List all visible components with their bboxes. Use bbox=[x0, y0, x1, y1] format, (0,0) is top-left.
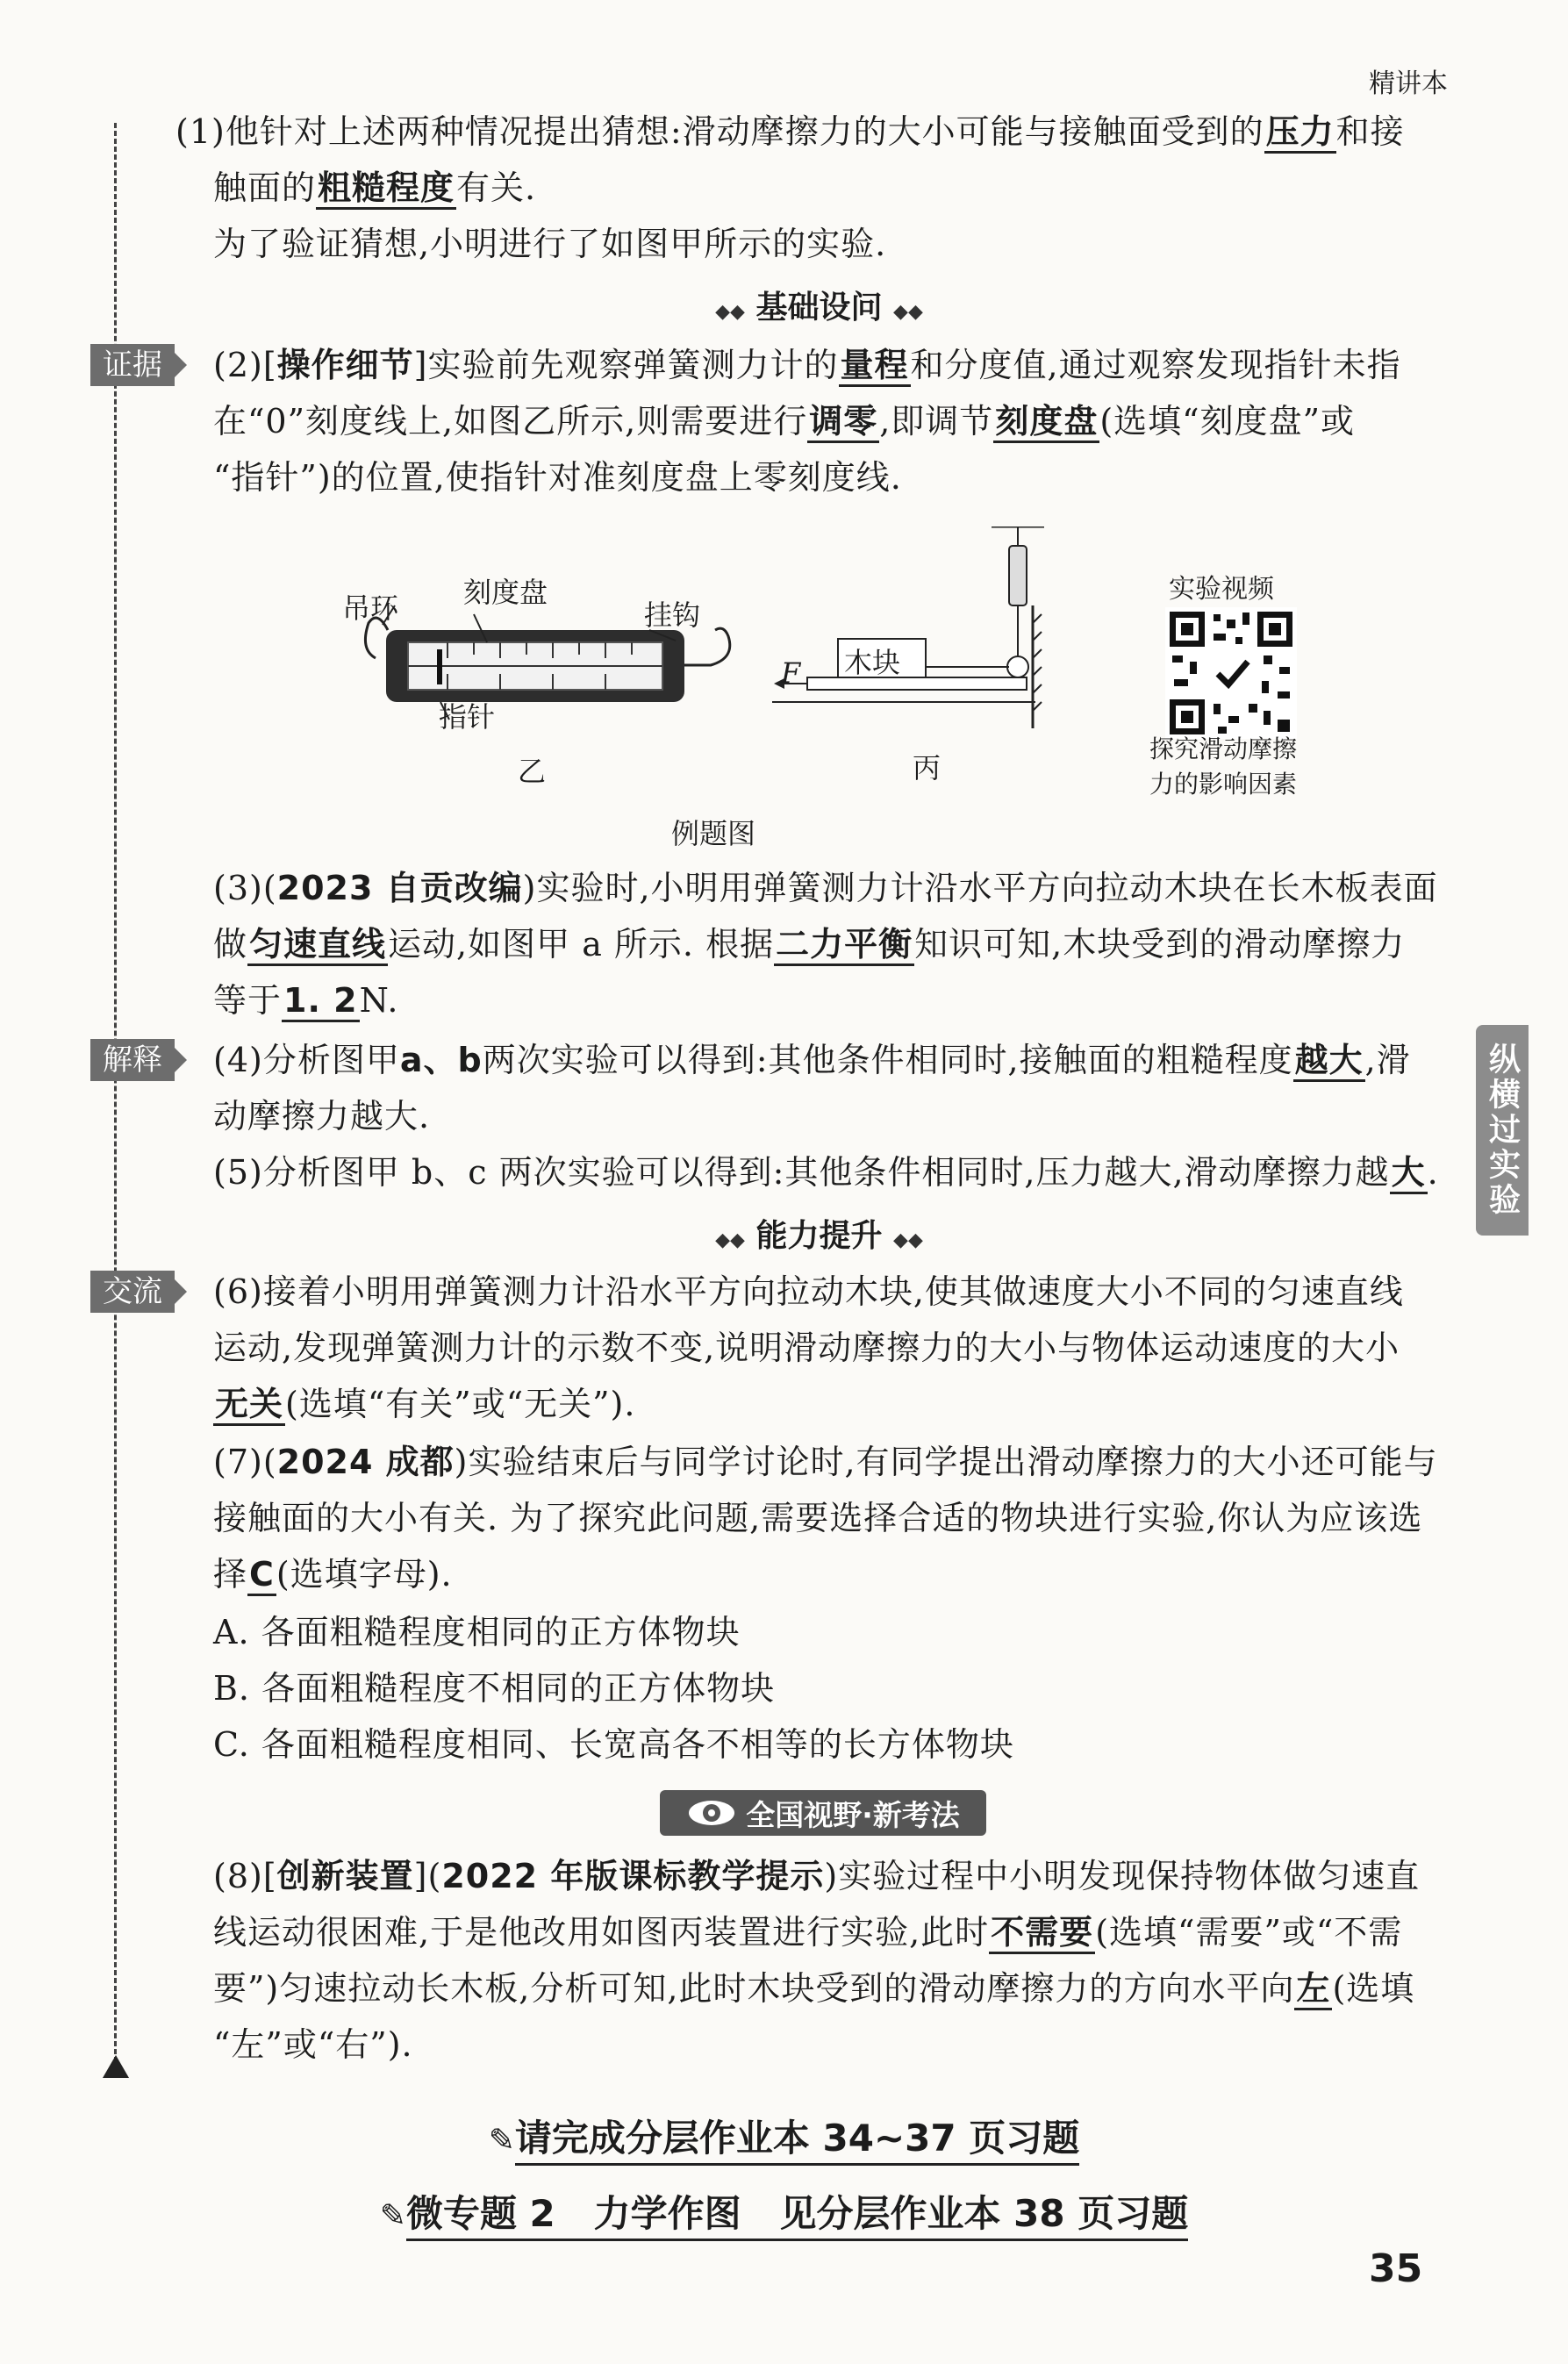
answer-not-needed: 不需要 bbox=[989, 1913, 1095, 1954]
tag-communicate: 交流 bbox=[90, 1271, 175, 1313]
qr-caption-1: 探究滑动摩擦 bbox=[1149, 734, 1298, 763]
label-figure-bing: 丙 bbox=[913, 751, 942, 784]
figure-caption: 例题图 bbox=[671, 817, 756, 850]
margin-end-triangle-icon bbox=[103, 2055, 129, 2078]
q6-line-3: 无关(选填“有关”或“无关”). bbox=[213, 1381, 635, 1427]
label-figure-yi: 乙 bbox=[518, 755, 547, 788]
margin-dashed-line bbox=[114, 123, 117, 2062]
answer-ab: a、b bbox=[399, 1041, 483, 1079]
q1-line-2: 触面的粗糙程度有关. bbox=[213, 165, 536, 211]
q7-option-B: B. 各面粗糙程度不相同的正方体物块 bbox=[213, 1669, 776, 1708]
q3-line-2: 做匀速直线运动,如图甲 a 所示. 根据二力平衡知识可知,木块受到的滑动摩擦力 bbox=[213, 921, 1405, 967]
answer-two-force-balance: 二力平衡 bbox=[774, 925, 914, 966]
label-pointer: 指针 bbox=[439, 700, 496, 734]
q5-line: (5)分析图甲 b、c 两次实验可以得到:其他条件相同时,压力越大,滑动摩擦力越大. bbox=[213, 1150, 1439, 1195]
section-heading-basic: ◆◆ 基础设问 ◆◆ bbox=[715, 290, 923, 326]
book-section-label: 精讲本 bbox=[1369, 68, 1448, 99]
qr-code-icon[interactable] bbox=[1165, 607, 1297, 739]
answer-choice-C: C bbox=[247, 1555, 276, 1596]
page-number: 35 bbox=[1369, 2246, 1423, 2291]
answer-left: 左 bbox=[1294, 1969, 1332, 2010]
q7-line-2: 接触面的大小有关. 为了探究此问题,需要选择合适的物块进行实验,你认为应该选 bbox=[213, 1499, 1423, 1537]
q7-option-C: C. 各面粗糙程度相同、长宽高各不相等的长方体物块 bbox=[213, 1725, 1014, 1764]
pencil-icon: ✎ bbox=[488, 2123, 515, 2159]
q2-line-2: 在“0”刻度线上,如图乙所示,则需要进行调零,即调节刻度盘(选填“刻度盘”或 bbox=[213, 398, 1355, 444]
q4-line-2: 动摩擦力越大. bbox=[213, 1097, 431, 1135]
answer-range: 量程 bbox=[839, 346, 911, 387]
homework-line-1: ✎请完成分层作业本 34~37 页习题 bbox=[0, 2110, 1568, 2162]
example-figure bbox=[333, 527, 1351, 842]
qr-title: 实验视频 bbox=[1169, 574, 1274, 605]
q2-line-1: (2)[操作细节]实验前先观察弹簧测力计的量程和分度值,通过观察发现指针未指 bbox=[213, 342, 1401, 388]
label-ring: 吊环 bbox=[342, 591, 399, 625]
q7-line-3: 择C(选填字母). bbox=[213, 1551, 453, 1597]
label-hook: 挂钩 bbox=[644, 598, 701, 632]
qr-caption-2: 力的影响因素 bbox=[1149, 770, 1298, 799]
q6-line-1: (6)接着小明用弹簧测力计沿水平方向拉动木块,使其做速度大小不同的匀速直线 bbox=[213, 1272, 1404, 1311]
answer-irrelevant: 无关 bbox=[213, 1385, 285, 1426]
q7-option-A: A. 各面粗糙程度相同的正方体物块 bbox=[213, 1613, 741, 1651]
q8-line-2: 线运动很困难,于是他改用如图丙装置进行实验,此时不需要(选填“需要”或“不需 bbox=[213, 1909, 1402, 1955]
q8-line-4: “左”或“右”). bbox=[213, 2025, 413, 2064]
answer-big: 大 bbox=[1390, 1153, 1428, 1194]
q8-line-3: 要”)匀速拉动长木板,分析可知,此时木块受到的滑动摩擦力的方向水平向左(选填 bbox=[213, 1966, 1414, 2011]
q3-line-1: (3)(2023 自贡改编)实验时,小明用弹簧测力计沿水平方向拉动木块在长木板表面 bbox=[213, 869, 1438, 907]
tag-explain: 解释 bbox=[90, 1039, 175, 1081]
tag-evidence: 证据 bbox=[90, 344, 175, 386]
q8-line-1: (8)[创新装置](2022 年版课标教学提示)实验过程中小明发现保持物体做匀速直 bbox=[213, 1857, 1421, 1895]
answer-friction-value: 1. 2 bbox=[282, 981, 360, 1022]
answer-roughness: 粗糙程度 bbox=[316, 168, 456, 210]
answer-dial: 刻度盘 bbox=[993, 402, 1099, 443]
answer-zero: 调零 bbox=[807, 402, 879, 443]
q1-line-1: (1)他针对上述两种情况提出猜想:滑动摩擦力的大小可能与接触面受到的压力和接 bbox=[175, 109, 1405, 154]
side-chapter-tab: 纵横过实验 bbox=[1476, 1025, 1529, 1236]
q7-line-1: (7)(2024 成都)实验结束后与同学讨论时,有同学提出滑动摩擦力的大小还可能与 bbox=[213, 1443, 1438, 1481]
section-heading-advanced: ◆◆ 能力提升 ◆◆ bbox=[715, 1218, 923, 1254]
q1-line-3: 为了验证猜想,小明进行了如图甲所示的实验. bbox=[213, 225, 887, 263]
label-dial: 刻度盘 bbox=[463, 576, 548, 609]
answer-greater: 越大 bbox=[1293, 1041, 1365, 1082]
label-block: 木块 bbox=[844, 646, 901, 679]
friction-apparatus-illustration bbox=[772, 527, 1053, 755]
label-force-F: F bbox=[781, 656, 801, 690]
q2-line-3: “指针”)的位置,使指针对准刻度盘上零刻度线. bbox=[213, 458, 902, 497]
national-view-banner: 全国视野·新考法 bbox=[660, 1790, 986, 1836]
answer-uniform-linear: 匀速直线 bbox=[247, 925, 388, 966]
answer-pressure: 压力 bbox=[1264, 112, 1336, 154]
q3-line-3: 等于1. 2N. bbox=[213, 978, 398, 1023]
q6-line-2: 运动,发现弹簧测力计的示数不变,说明滑动摩擦力的大小与物体运动速度的大小 bbox=[213, 1329, 1400, 1367]
q4-line-1: (4)分析图甲a、b两次实验可以得到:其他条件相同时,接触面的粗糙程度越大,滑 bbox=[213, 1037, 1411, 1083]
eye-icon bbox=[686, 1798, 737, 1828]
homework-line-2: ✎微专题 2 力学作图 见分层作业本 38 页习题 bbox=[0, 2185, 1568, 2238]
pencil-icon: ✎ bbox=[379, 2198, 406, 2234]
